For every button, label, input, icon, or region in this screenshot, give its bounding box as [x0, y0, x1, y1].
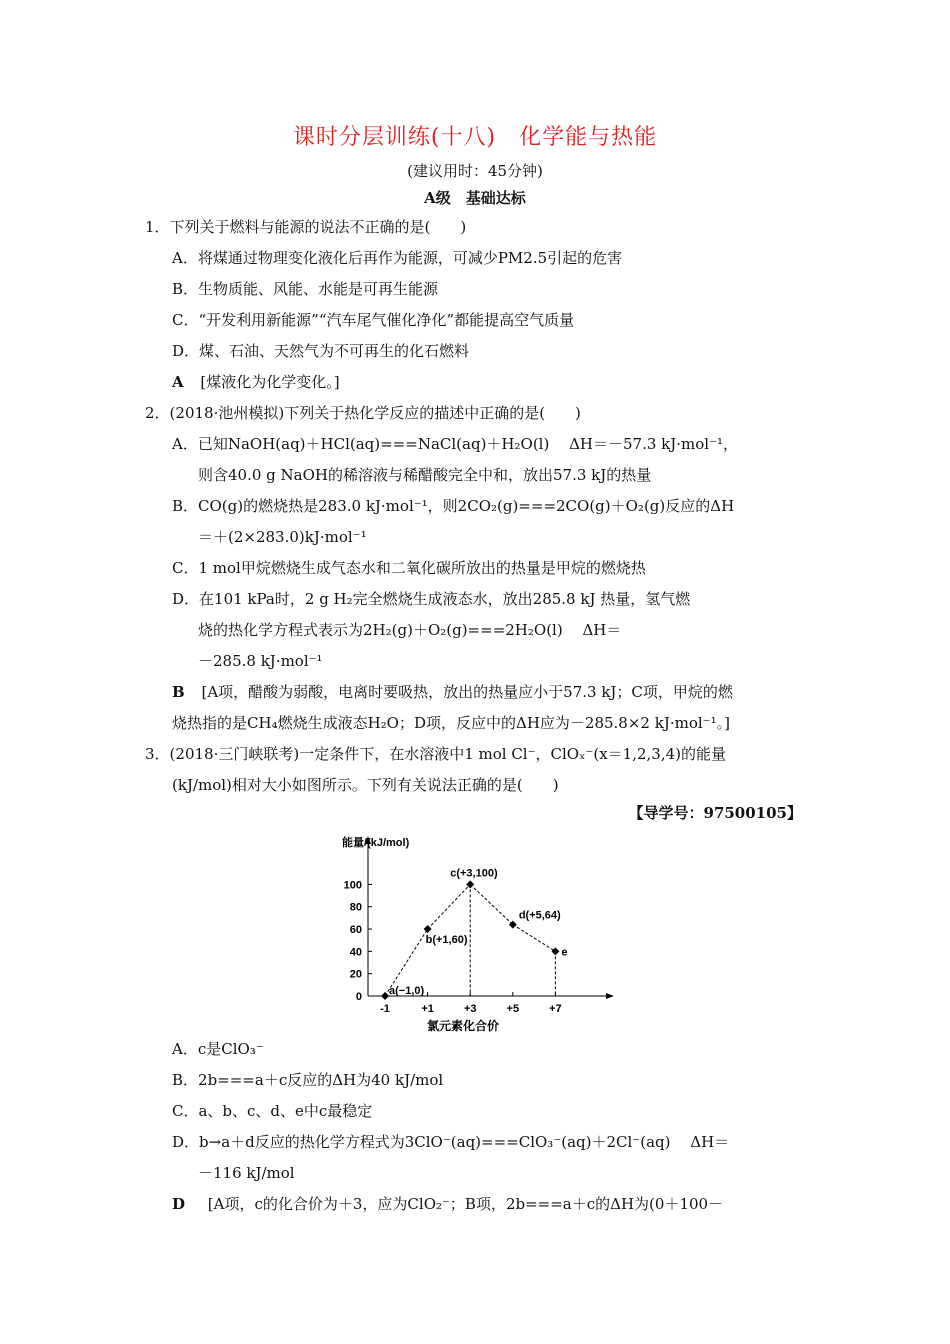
question-2-answer: B	[172, 683, 185, 701]
dashed-connector	[470, 884, 513, 924]
y-tick-label: 100	[343, 879, 362, 892]
question-3-option-a: A．c是ClO₃⁻	[172, 1040, 264, 1058]
question-3-answer: D	[172, 1195, 186, 1213]
data-point-label: d(+5,64)	[518, 909, 561, 922]
dashed-connector	[428, 884, 471, 929]
question-1-option-a: A．将煤通过物理变化液化后再作为能源，可减少PM2.5引起的危害	[172, 249, 623, 267]
x-tick-label: +3	[463, 1003, 477, 1015]
question-3-option-d-cont: －116 kJ/mol	[198, 1164, 295, 1182]
x-axis-arrow	[606, 993, 614, 999]
question-2-option-b-cont: ＝＋(2×283.0)kJ·mol⁻¹	[198, 528, 367, 546]
question-1-option-c: C．“开发利用新能源”“汽车尾气催化净化”都能提高空气质量	[172, 311, 575, 329]
x-tick-label: +7	[549, 1003, 562, 1015]
question-1-answer-row	[172, 371, 340, 392]
data-point-label: a(−1,0)	[389, 985, 425, 997]
question-1-option-d: D．煤、石油、天然气为不可再生的化石燃料	[172, 342, 470, 360]
question-2-option-d-cont: 烧的热化学方程式表示为2H₂(g)＋O₂(g)===2H₂O(l) ΔH＝	[198, 621, 622, 639]
data-point-label: b(+1,60)	[425, 934, 468, 947]
question-2-answer-row	[172, 681, 733, 702]
question-3-stem-cont: (kJ/mol)相对大小如图所示。下列有关说法正确的是( )	[172, 776, 559, 794]
guide-number: 【导学号：97500105】	[628, 804, 802, 822]
data-point-label: c(+3,100)	[450, 867, 498, 880]
y-tick-label: 60	[349, 924, 362, 937]
question-2-explanation-cont: 烧热指的是CH₄燃烧生成液态H₂O；D项，反应中的ΔH应为－285.8×2 kJ·mol⁻¹。]	[172, 714, 730, 732]
question-3-stem: 3．(2018·三门峡联考)一定条件下，在水溶液中1 mol Cl⁻，ClOₓ⁻(x＝1,2,3,4)的能量	[145, 745, 727, 763]
y-tick-label: 20	[349, 968, 362, 981]
question-3-option-b: B．2b===a＋c反应的ΔH为40 kJ/mol	[172, 1071, 444, 1089]
data-point	[381, 992, 389, 1000]
energy-chart	[320, 828, 620, 1038]
y-tick-label: 80	[349, 901, 362, 914]
time-hint: (建议用时：45分钟)	[407, 162, 543, 180]
question-1-stem: 1．下列关于燃料与能源的说法不正确的是( )	[145, 218, 467, 236]
question-3-explanation: [A项，c的化合价为＋3，应为ClO₂⁻；B项，2b===a＋c的ΔH为(0＋100－	[207, 1195, 724, 1213]
question-2-option-c: C．1 mol甲烷燃烧生成气态水和二氧化碳所放出的热量是甲烷的燃烧热	[172, 559, 646, 577]
y-tick-label: 0	[355, 991, 362, 1003]
x-tick-label: +5	[506, 1003, 520, 1015]
x-axis-label: 氯元素化合价	[426, 1019, 500, 1033]
data-point	[509, 921, 517, 929]
x-tick-label: -1	[380, 1003, 390, 1015]
question-1-explanation: [煤液化为化学变化。]	[200, 373, 340, 391]
data-point	[551, 947, 559, 955]
dashed-connector	[513, 925, 556, 952]
question-2-option-d: D．在101 kPa时，2 g H₂完全燃烧生成液态水，放出285.8 kJ 热量，氢气燃	[172, 590, 691, 608]
question-2-option-b: B．CO(g)的燃烧热是283.0 kJ·mol⁻¹，则2CO₂(g)===2CO(g)＋O₂(g)反应的ΔH	[172, 497, 735, 515]
question-3-option-d: D．b→a＋d反应的热化学方程式为3ClO⁻(aq)===ClO₃⁻(aq)＋2Cl⁻(aq) ΔH＝	[172, 1133, 730, 1151]
data-point	[424, 925, 432, 933]
question-2-option-d-cont2: －285.8 kJ·mol⁻¹	[198, 652, 323, 670]
y-tick-label: 40	[349, 946, 362, 959]
level-heading: A级 基础达标	[424, 189, 526, 207]
question-1-answer: A	[172, 373, 184, 391]
question-3-option-c: C．a、b、c、d、e中c最稳定	[172, 1102, 373, 1120]
x-tick-label: +1	[421, 1003, 434, 1015]
question-2-explanation: [A项，醋酸为弱酸，电离时要吸热，放出的热量应小于57.3 kJ；C项，甲烷的燃	[201, 683, 733, 701]
y-axis-label: 能量/(kJ/mol)	[342, 837, 410, 849]
question-2-stem: 2．(2018·池州模拟)下列关于热化学反应的描述中正确的是( )	[145, 404, 581, 422]
question-2-option-a-cont: 则含40.0 g NaOH的稀溶液与稀醋酸完全中和，放出57.3 kJ的热量	[198, 466, 652, 484]
page-title: 课时分层训练(十八) 化学能与热能	[292, 125, 658, 150]
question-3-answer-row	[172, 1193, 723, 1214]
question-2-option-a: A．已知NaOH(aq)＋HCl(aq)===NaCl(aq)＋H₂O(l) ΔH＝－57.3 kJ·mol⁻¹，	[172, 435, 739, 453]
data-point-label: e	[561, 946, 568, 959]
question-1-option-b: B．生物质能、风能、水能是可再生能源	[172, 280, 439, 298]
